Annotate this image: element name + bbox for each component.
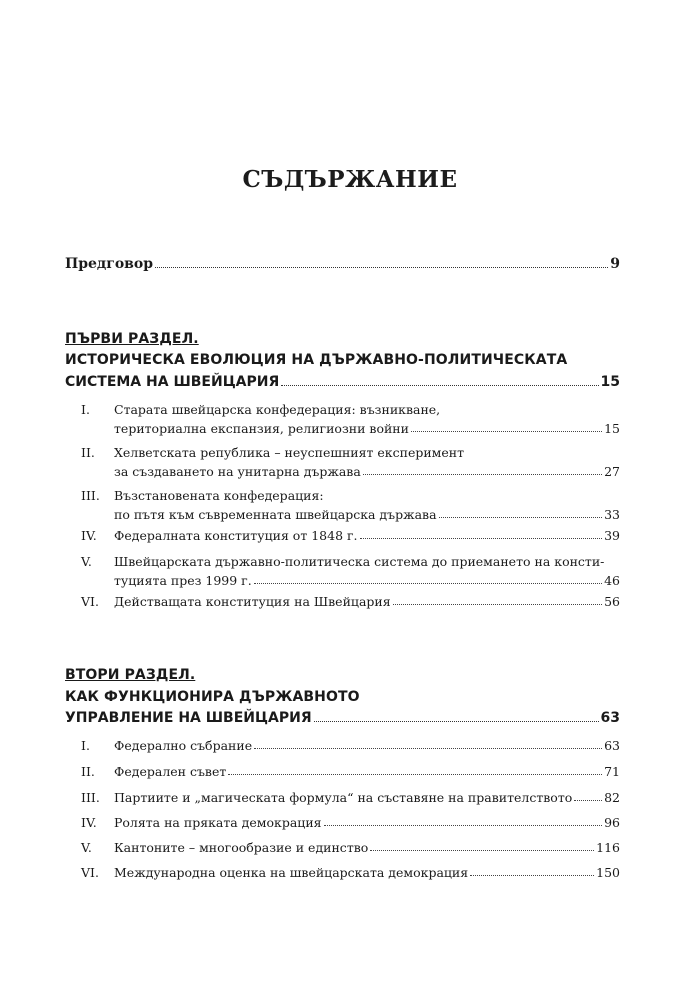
entry-page: 96 (604, 815, 620, 830)
entry-page: 150 (596, 865, 620, 880)
entry-number: V. (81, 840, 92, 855)
leader-dots (228, 774, 602, 775)
entry-number: II. (81, 764, 95, 779)
entry-number: III. (81, 790, 100, 805)
section-2-heading-line2 (65, 710, 620, 726)
leader-dots (363, 474, 602, 475)
entry-page: 63 (604, 738, 620, 753)
leader-dots (254, 583, 602, 584)
entry-title: Федералната конституция от 1848 г. (114, 528, 358, 543)
entry-title-line1: Старата швейцарска конфедерация: възникване, (114, 402, 441, 417)
entry-number: IV. (81, 528, 97, 543)
entry-page: 116 (596, 840, 620, 855)
leader-dots (574, 800, 602, 801)
leader-dots (439, 517, 603, 518)
entry-page: 71 (604, 764, 620, 779)
section-2-label: ВТОРИ РАЗДЕЛ. (65, 667, 196, 683)
entry-title: Партиите и „магическата формула“ на съставяне на правителството (114, 790, 573, 805)
entry-number: I. (81, 402, 90, 417)
section-1-page: 15 (600, 374, 620, 390)
entry-title: Ролята на пряката демокрация (114, 815, 322, 830)
leader-dots (360, 538, 603, 539)
entry-title: Международна оценка на швейцарската демокрация (114, 865, 469, 880)
preface-label: Предговор (65, 256, 154, 272)
entry-title-line2: териториална експанзия, религиозни войни (114, 421, 409, 436)
entry-page: 46 (604, 573, 620, 588)
entry-title-line2: за създаването на унитарна държава (114, 464, 361, 479)
leader-dots (470, 875, 594, 876)
section-2-heading-text: УПРАВЛЕНИЕ НА ШВЕЙЦАРИЯ (65, 710, 312, 726)
toc-preface (65, 256, 620, 272)
leader-dots (281, 385, 598, 386)
section-1-heading-line2 (65, 374, 620, 390)
entry-title-line1: Швейцарската държавно-политическа система до приемането на консти- (114, 554, 605, 569)
leader-dots (411, 431, 602, 432)
section-1-label: ПЪРВИ РАЗДЕЛ. (65, 331, 199, 347)
entry-title-line1: Хелветската република – неуспешният експеримент (114, 445, 465, 460)
leader-dots (314, 721, 599, 722)
entry-title: Федерално събрание (114, 738, 253, 753)
entry-number: V. (81, 554, 92, 569)
entry-page: 39 (604, 528, 620, 543)
leader-dots (254, 748, 602, 749)
section-1-heading-line1: ИСТОРИЧЕСКА ЕВОЛЮЦИЯ НА ДЪРЖАВНО-ПОЛИТИЧЕСКАТА (65, 352, 568, 368)
entry-number: VI. (81, 865, 99, 880)
entry-title: Кантоните – многообразие и единство (114, 840, 369, 855)
entry-title: Федерален съвет (114, 764, 227, 779)
entry-title-line2: туцията през 1999 г. (114, 573, 252, 588)
entry-number: VI. (81, 594, 99, 609)
page-title: СЪДЪРЖАНИЕ (242, 166, 458, 193)
entry-title-line2: по пътя към съвременната швейцарска държава (114, 507, 437, 522)
entry-number: III. (81, 488, 100, 503)
entry-number: II. (81, 445, 95, 460)
entry-page: 82 (604, 790, 620, 805)
leader-dots (155, 267, 608, 268)
entry-title-line1: Възстановената конфедерация: (114, 488, 324, 503)
entry-title: Действащата конституция на Швейцария (114, 594, 391, 609)
entry-page: 15 (604, 421, 620, 436)
entry-number: I. (81, 738, 90, 753)
entry-number: IV. (81, 815, 97, 830)
leader-dots (393, 604, 602, 605)
entry-page: 56 (604, 594, 620, 609)
section-2-heading-line1: КАК ФУНКЦИОНИРА ДЪРЖАВНОТО (65, 689, 360, 705)
section-2-page: 63 (600, 710, 620, 726)
leader-dots (324, 825, 603, 826)
preface-page: 9 (610, 256, 620, 272)
leader-dots (370, 850, 594, 851)
entry-page: 27 (604, 464, 620, 479)
entry-page: 33 (604, 507, 620, 522)
section-1-heading-text: СИСТЕМА НА ШВЕЙЦАРИЯ (65, 374, 280, 390)
